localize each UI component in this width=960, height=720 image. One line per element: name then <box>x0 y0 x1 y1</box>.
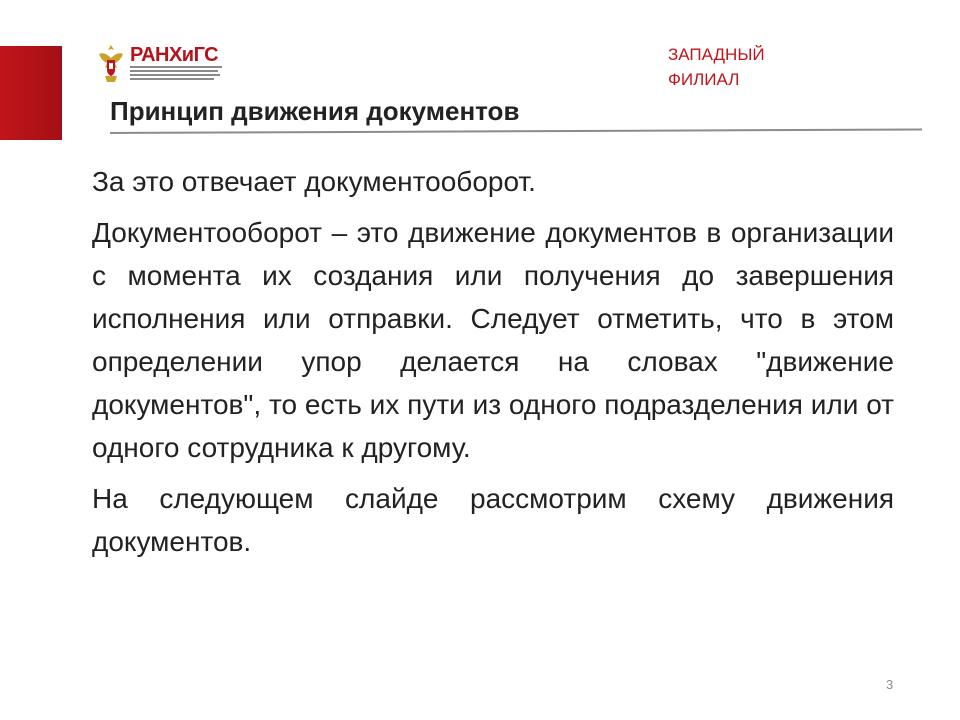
paragraph-next: На следующем слайде рассмотрим схему движения документов. <box>92 483 894 557</box>
accent-bar <box>0 46 62 140</box>
branch-line-1: ЗАПАДНЫЙ <box>668 45 765 64</box>
paragraph-intro: За это отвечает документооборот. <box>92 166 536 197</box>
slide-title: Принцип движения документов <box>110 96 520 126</box>
paragraph-definition: Документооборот – это движение документов в организации с момента их создания или получения до завершения исполнения или отправки. Следует отметить, что в этом определении упор делается на словах "движение документов", то есть их пути из одного подразделения или от одного сотрудника к другому. <box>92 217 894 463</box>
logo <box>96 42 226 84</box>
eagle-emblem-icon <box>96 42 126 84</box>
branch-label <box>668 42 765 92</box>
title-divider <box>110 128 922 134</box>
branch-line-2: ФИЛИАЛ <box>668 70 740 89</box>
slide-content <box>92 160 894 571</box>
logo-name: РАНХиГС <box>130 44 219 66</box>
logo-tagline-lines <box>130 66 222 84</box>
page-number: 3 <box>886 677 894 692</box>
